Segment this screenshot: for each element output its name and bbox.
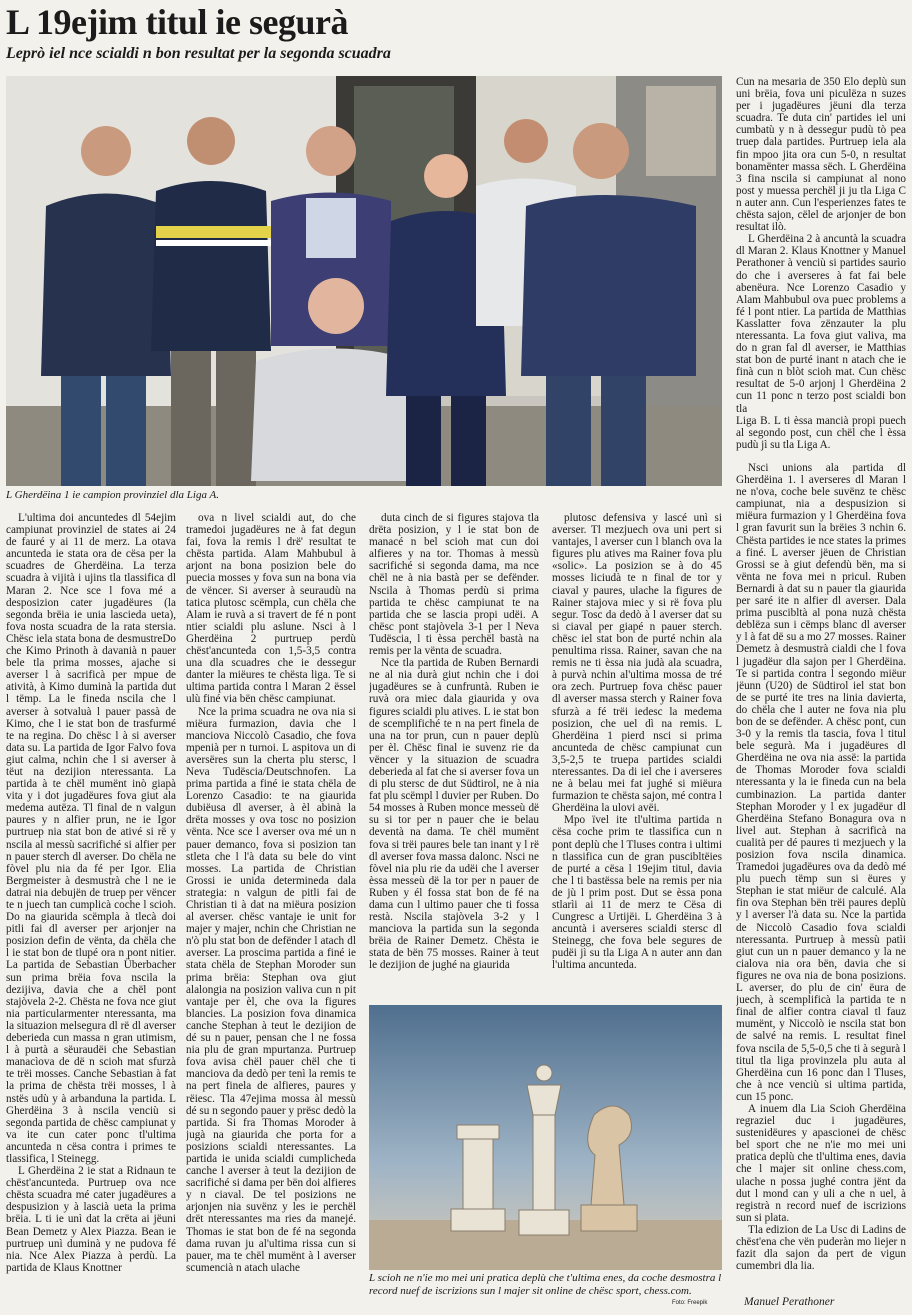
team-photo-caption: L Gherdëina 1 ie campion provinziel dla Liga A.	[6, 489, 219, 501]
article-column-5-top	[736, 76, 906, 456]
column-5-paragraph: Liga B. L ti èssa mancià propi puech al segondo post, cun chël che l èssa pudù jì su tla Liga A.	[736, 414, 906, 451]
article-column-2	[186, 512, 356, 1312]
article-headline: L 19ejim titul ie segurà	[6, 2, 348, 42]
column-5-paragraph: Cun na mesaria de 350 Elo deplù sun uni brëia, fova uni piculëza n suzes per i jugadëures jëuni dla terza scuadra. Te duta cin' partides iel uni cumbatù y n à dessegur pudù tò pea truep dala partides. Purtruep iela ala fin mpoo jita ora cun 5-0, n resultat bonamënter massa sëch. L Gherdëina 3 fina nscila si campiunat al nono post y muessa perchël ji ju tla Liga C n auter ann. Cun l'esperienzes fates te chësta sajon, cëlel de arjonjer de bon resultat ilò.	[736, 76, 906, 234]
article-subhead: Leprò iel nce scialdi n bon resultat per la segonda scuadra	[6, 45, 391, 62]
article-author: Manuel Perathoner	[744, 1296, 835, 1308]
article-column-1	[6, 512, 176, 1312]
photo-credit: Foto: Freepik	[672, 1300, 708, 1306]
column-1-paragraph: L Gherdëina 2 ie stat a Ridnaun te chëst'ancunteda. Purtruep ova nce chësta scuadra mé cater jugadëures a despusizion y à lascià ueta la prima brëia. L ti ie unì dat la crëta ai jëuni Bean Demetz y Alex Piazza. Bean ie purtruep unì duminà y ne pudova fé nia. Nce Alex Piazza à perdù. La partida de Klaus Knottner	[6, 1165, 176, 1274]
team-photo-illustration	[6, 76, 722, 486]
column-3-paragraph: duta cinch de si figures stajova tla drëta posizion, y l ie stat bon de manacé n bel scioh mat cun doi alfieres y na tor. Thomas à messù sacrifiché si segonda dama, ma nce chël ne à nia bastà per se defënder. Nscila à Thomas perdù si prima partida te chësc campiunat te na partida che se lascia propi udëi. A chësc pont stajòvela 3-1 per l Neva Tudëscia, l ti èssa perchël bastà na remis per la vënta de scuadra.	[369, 512, 539, 658]
chess-pieces-illustration	[369, 1005, 722, 1270]
column-2-paragraph: Nce la prima scuadra ne ova nia si miëura furmazion, davia che l manciova Niccolò Casadio, che fova mpenià per n turnoi. L aspitova un di aversëres sun la cherta plu stersc, l Neva Tudëscia/Deutschnofen. La prima partida a finé ie stata chëla de Lorenzo Casadio: te na giaurida dubiëusa dl averser, à èl abinà la drëta mosses y ova tosc no posizion vënta. Nce sce l averser ova mé un n pauer demanco, fova si posizion tan stleta che l l'à data su bele do vint mosses. La partida de Christian Grossi ie unida determineda dala strategia: n valgun de pitli fai de Christian ti à dat na miëura posizion al averser. chësc vantaje ie unit for majer y majer, nchin che Christian ne n'ò plu stat bon de defënder l atach dl averser. La proscima partida a finé ie stata chëla de Stephan Moroder sun prima brëia: Stephan ova giut alalongia na posizion valiva cun n pit vantaje per èl, che ova la figures blancies. La posizion fova dinamica canche Stephan à teut le dezijion de dé su n pauer, pensan che l ne fossa nia plu de gran mpurtanza. Purtruep fova avisa chël pauer chël che ti manciova da dedò per tenì la remis te na pert finela de alfieres, paures y rëiesc. Tla 47ejima mossa àl messù dé su n segondo pauer y prësc dedò la partida. Si fra Thomas Moroder à jugà na giaurida che porta for a posizions scialdi nteressantes. La partida ie unida scialdi cumplicheda canche l averser à teut la dezijion de sacrifiché si dama per bën doi alfieres y n ciaval. De tel posizions ne arjonjen nia suvënz y les ie perchël drët nteressantes ma ries da manejé. Thomas ie stat bon de fé na segonda dama ruvan ju al'ultima rissa cun si pauer, ma te chël mumënt à l averser scumencià n atach ulache	[186, 705, 356, 1274]
column-5-paragraph: L Gherdëina 2 à ancuntà la scuadra dl Maran 2. Klaus Knottner y Manuel Perathoner à venciù si partides saurìo do che i averseres à fat fai bele abenëura. Nce Lorenzo Casadio y Alam Mahbubul ova puec problems a fé l pont ntier. La partida de Matthias Kasslatter fova zënzauter la plu nteressanta. La fova giut valiva, ma do n gran fal dl averser, ie Matthias stat bon de purté inant n atach che ie finà cun n blòt scioh mat. Cun chësc resultat de 5-0 arjonj l Gherdëina 2 cun 11 ponc n terzo post scialdi bon tla	[736, 233, 906, 415]
column-2-paragraph: ova n livel scialdi aut, do che tramedoi jugadëures ne à fat degun fai, fova la remis l drë' resultat te chësta partida. Alam Mahbubul à arjont na bona posizion bele do puecia mosses y fova sun na bona via de vëncer. Si averser à seuraudù na tatica plutosc scëmpla, cun chëla che Alam ie ruvà a si travert de fé n pont ntier scialdi plu aslune. Nsci à l Gherdëina 2 purtruep perdù chëst'ancunteda con 1,5-3,5 contra una dla scuadres che ie dessegur danter la miëures te chësta liga. Te si ultima partida contra l Maran 2 ëssel ulù finé via bën chësc campiunat.	[186, 512, 356, 706]
article-column-4	[552, 512, 722, 1002]
column-1-paragraph: L'ultima doi ancuntedes dl 54ejim campiunat provinziel de states ai 24 de fauré y ai 11 de merz. La otava ancunteda ie stata ora de cësa per la scuadres de Gherdëina. La terza scuadra à vijità i ujins tla tlassifica dl Maran 2. Nce sce l fova mé a desposizion cater jugadëures (la segonda brëia ie unia lascieda ueta), fova nosta scuadra de la rata stersia. Chësc iela stata bona de desmustreDo che Kimo Prinoth à davanià n pauer bele tla prima mosses, ajache si averser l à sacrificà per mpue de atività, à Kimo duminà la partida dut l tëmp. La le fineda nscila che l averser à sotvaluà l pauer passà de Kimo, che l ie stat bon de trasfurmé te na regina. Do chësc l à si averser data su. La partida de Igor Falvo fova giut calma, nchin che l si averser à tëut na dezijion nteressanta. La partida à te chël mumënt inò giapà vita y i dot jugadëures fova giut ala medema autëza. Tl final de n valgun paures y n alfier prun, ne ie Igor purtruep nia stat bon de ativé si rë y nscila al messù sacrifiché si alfier per n pauer sterch dl averser. Do chëla ne fòvel plu nia da fé per Igor. Elia Bergmeister à desmustrà che l ne ie datrai nia debujën de truep per vëncer te n juech tan cumplicà coche l scioh. Do na giaurida scëmpla à tlecà doi pitli fai dl averser per arjonjer na posizion defin de vënta, da chëla che l ie stat bon de tlupé ora n pont nitier. La partida de Sebastian Überbacher sun prima brëia fova nscila la dezijiva, davia che a chël pont stajòvela 2-2. Chësta ne fova nce giut nia particularmenter nteressanta, ma la situazion melsegura dl rë dl averser deberieda cun massa n gran utimism, l à purtà a sëuraudëi che Sebastian manacìova de dë n scioh mat sfurzà te trëi mosses. Canche Sebastian à fat la prima de chësta trëi mosses, l à nstës udù y à arbanduna la partida. L Gherdëina 3 à nscila venciù si segonda partida de chësc campiunat y va ite cun cater ponc tl'ultima ancunteda n cësa contra i primes te tlassifica, l Steinegg.	[6, 512, 176, 1165]
article-column-5-bottom	[736, 462, 906, 1292]
column-4-paragraph: Mpo ïvel ite tl'ultima partida n cësa coche prim te tlassifica cun n pont deplù che l Tluses contra i ultimi n tlassifica cun de gran puscibltëies de purté a cësa l 19ejim titul, davia che l ti bastëssa bele na remis per nia de jù l prim post. Dut se èssa pona stlarìi ai 11 de merz te Cësa di Cungresc a Urtijëi. L Gherdëina 3 à ancuntà i averseres scialdi stersc dl Steinegg, che fova bele segures de pudëi jì su tla Liga A n auter ann dan l'ultima ancunteda.	[552, 814, 722, 972]
column-3-paragraph: Nce tla partida de Ruben Bernardi ne al nia durà giut nchin che i doi jugadëures se à cunfruntà. Ruben ie ruvà ora miec dala giaurida y ova figures scialdi plu atives. L ie stat bon de scemplifiché te n na pert finela de una na tor prun, cun n pauer deplù per èl. Chësc final ie suvenz rie da vëncer y la situazion de scuadra deberieda al fat che si averser fova un di plu stersc de dut Südtirol, ne à nia fat plu scëmpl l duvier per Ruben. Do 54 mosses à Ruben monce messeù dë su si tor per n pauer che ie belau deventà na dama. Te chël mumënt fova si trëi paures bele tan inant y l rë dl averser fova massa dalonc. Nsci ne fòvel nia plu rie da udëi che l averser èssa messeù dë la tor per n pauer de Ruben y él fossa stat bon de fé na dama cun l ultimo pauer che ti fossa restà. Nscila stajòvela 3-2 y l manciova la partida sun la segonda brëia de Rainer Demetz. Chësta ie stata de bën 75 mosses. Rainer à teut le dezijion de jughé na giaurida	[369, 657, 539, 972]
chess-photo	[369, 1005, 722, 1270]
chess-photo-caption: L scioh ne n'ie mo mei uni pratica deplù che t'ultima enes, da coche desmostra l record nuef de iscrizions sun l majer sit online de chësc sport, chess.com.	[369, 1272, 722, 1297]
column-5-paragraph: Nsci unions ala partida dl Gherdëina 1. l averseres dl Maran l ne n'ova, coche bele suvënz te chësc campiunat, nia a despusizion si miëura furmazion y l Gherdëina fova l gran favurit sun la brëies 3 nchin 6. Chësta partides ie nce states la primes a finé. L averser jëuen de Christian Grossi se à giut defendù bën, ma si vënta ne fova mei n pricul. Ruben Bernardi à dat su n pauer tla giaurida per saré ite n alfier dl averser. Dala prima puscibltà al pona nuzà chësta deblëza sun i cëmps blanc dl averser y l à fat dë su a mo 27 mosses. Rainer Demetz à desmustrà cialdi che l fova l jugadëur dla sajon per l Gherdëina. Te si partida contra l segondo miëur jëunn (U20) de Südtirol iel stat bon de se purté ite tres na linia davierta, do chëla che l auter ne fova nia plu bon de se defënder. A chësc pont, cun 3-0 y la remis tla tascia, fova l titul bele segurà. Ma i jugadëures dl Gherdëina ne ova nia assë: la partida de Thomas Moroder fova scialdi nteressanta y la ie fineda cun na bela cumbinazion. La partida danter Stephan Moroder y l ex jugadëur dl Gherdëina Stefano Bonagura ova n livel aut. Stephan à sacrificà na cualità per dé paures ti mezjuech y la posizion fova nscila dinamica. Tramedoi jugadëures ova da dedò mé plu puech tëmp sun si ëures y Stephan ie stat miëur de calculé. Ala fin ova Stephan bën trëi paures deplù y l averser l'à data su. Nce la partida de Niccolò Casadio fova scialdi nteressanta. Purtruep à messù patìi giut cun un n pauer demanco y la ne cialova nia ora bën, davia che si figures ne ova nia de bona posizions. L averser, do plu de cin' ëura de juech, à scemplificà la partida te n final de alfier contra ciaval tl fauz mumënt, y Niccolò ie nscila stat bon de salvé na remis. L resultat finel fova nscila de 5,5-0,5 che ti à segurà l titul tla liga provinzela plu auta al Gherdëina cun 16 ponc dan l Tluses, che à nce venciù si ultima partida, cun 15 ponc.	[736, 462, 906, 1103]
column-5-paragraph: Tla edizion de La Usc di Ladins de chëst'ena che vën puderàn mo liejer n fazit dla sajon da pert de vigun cumembri dla lia.	[736, 1223, 906, 1273]
team-photo	[6, 76, 722, 486]
column-4-paragraph: plutosc defensiva y lascé unì si averser. Tl mezjuech ova uni pert si vantajes, l averser cun l blanch ova la figures plu atives ma Rainer fova plu «solic». La posizion se à do 45 mosses liciudà te n final de tor y ciaval y paures, ulache la figures de Rainer stajova miec y si rë fova plu segur. Tosc da dedò à l averser dat su si ciaval per giapé n pauer sterch. chësc iel stat bon de purté nchin ala penultima rissa. Rainer, savan che na remis ne ti èssa nia judà ala scuadra, à purvà nchin al'ultima mossa de tré ora zech. Purtruep fova chësc pauer dl averser massa sterch y Rainer fova sfurzà a fé trëi iedesc la medema posizion, che uel dì na remis. L Gherdëina 1 pierd nsci si prima ancunteda de chësc campiunat cun 3,5-2,5 te truepa partides scialdi nteressantes. Da di iel che i averseres ne à belau mei fat jughé si miëura furmazion te chësta sajon, mé contra l Gherdëina la ulovi avëi.	[552, 512, 722, 815]
article-column-3	[369, 512, 539, 1002]
column-5-paragraph: A inuem dla Lia Scioh Gherdëina regraziel duc i jugadëures, sustenidëures y apascionei de chësc bel sport che ne n'ie mo mei uni pratica deplù che tl'ultima enes, davia che l majer sit online chess.com, ulache n possa jughé contra jënt da dut l mond can y uli a che n uel, à registrà n record nuef de iscrizions sun si plata.	[736, 1102, 906, 1224]
